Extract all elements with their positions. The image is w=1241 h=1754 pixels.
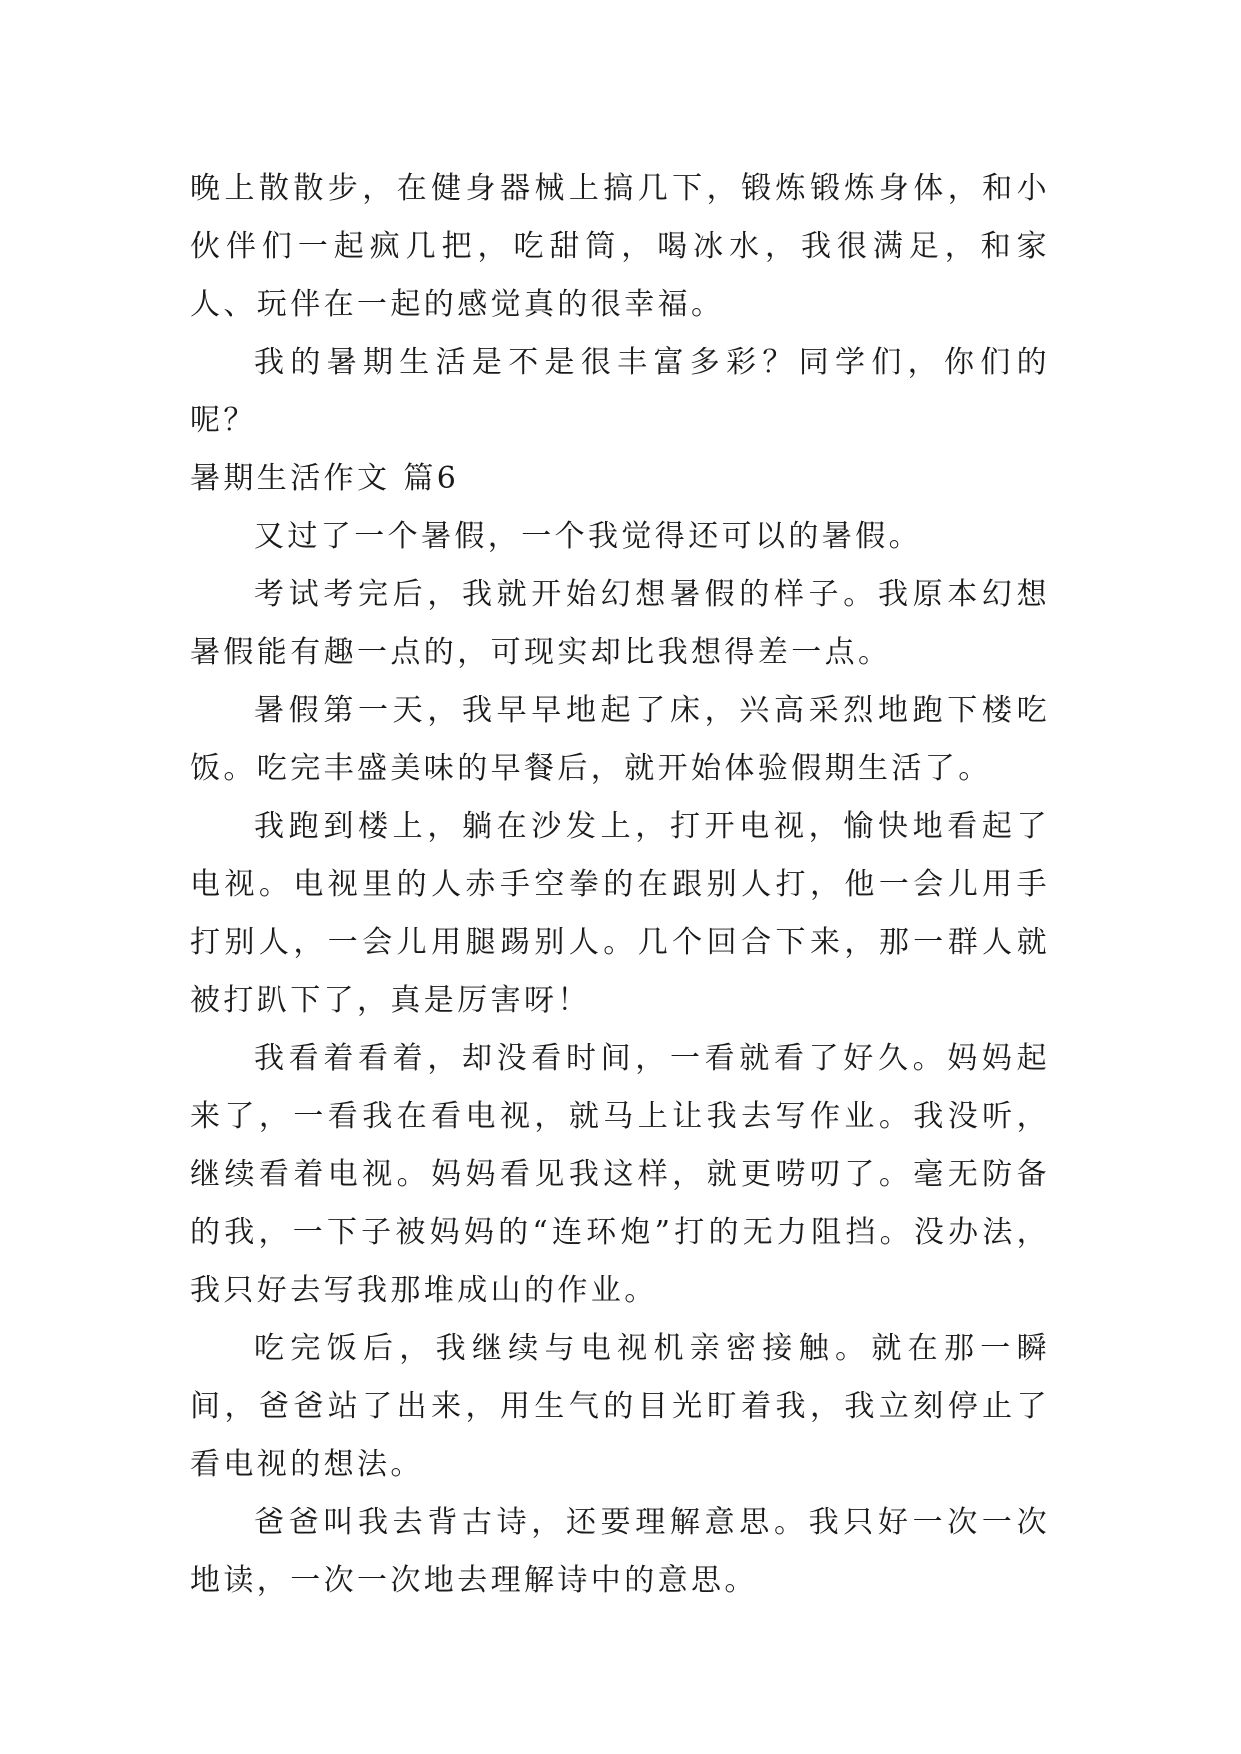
paragraph-7: 爸爸叫我去背古诗，还要理解意思。我只好一次一次地读，一次一次地去理解诗中的意思。 bbox=[190, 1505, 1050, 1598]
document-page bbox=[190, 160, 1050, 1610]
section-heading: 暑期生活作文 篇6 bbox=[190, 461, 460, 496]
paragraph-closing: 我的暑期生活是不是很丰富多彩？同学们，你们的呢？ bbox=[190, 345, 1050, 438]
paragraph-2: 考试考完后，我就开始幻想暑假的样子。我原本幻想暑假能有趣一点的，可现实却比我想得差一点。 bbox=[190, 577, 1050, 670]
paragraph-4: 我跑到楼上，躺在沙发上，打开电视，愉快地看起了电视。电视里的人赤手空拳的在跟别人打，他一会儿用手打别人，一会儿用腿踢别人。几个回合下来，那一群人就被打趴下了，真是厉害呀！ bbox=[190, 809, 1050, 1018]
paragraph-continued: 晚上散散步，在健身器械上搞几下，锻炼锻炼身体，和小伙伴们一起疯几把，吃甜筒，喝冰水，我很满足，和家人、玩伴在一起的感觉真的很幸福。 bbox=[190, 171, 1050, 322]
paragraph-6: 吃完饭后，我继续与电视机亲密接触。就在那一瞬间，爸爸站了出来，用生气的目光盯着我，我立刻停止了看电视的想法。 bbox=[190, 1331, 1050, 1482]
paragraph-5: 我看着看着，却没看时间，一看就看了好久。妈妈起来了，一看我在看电视，就马上让我去写作业。我没听，继续看着电视。妈妈看见我这样，就更唠叨了。毫无防备的我，一下子被妈妈的“连环炮”打的无力阻挡。没办法，我只好去写我那堆成山的作业。 bbox=[190, 1041, 1050, 1308]
paragraph-1: 又过了一个暑假，一个我觉得还可以的暑假。 bbox=[254, 519, 922, 554]
paragraph-3: 暑假第一天，我早早地起了床，兴高采烈地跑下楼吃饭。吃完丰盛美味的早餐后，就开始体验假期生活了。 bbox=[190, 693, 1050, 786]
